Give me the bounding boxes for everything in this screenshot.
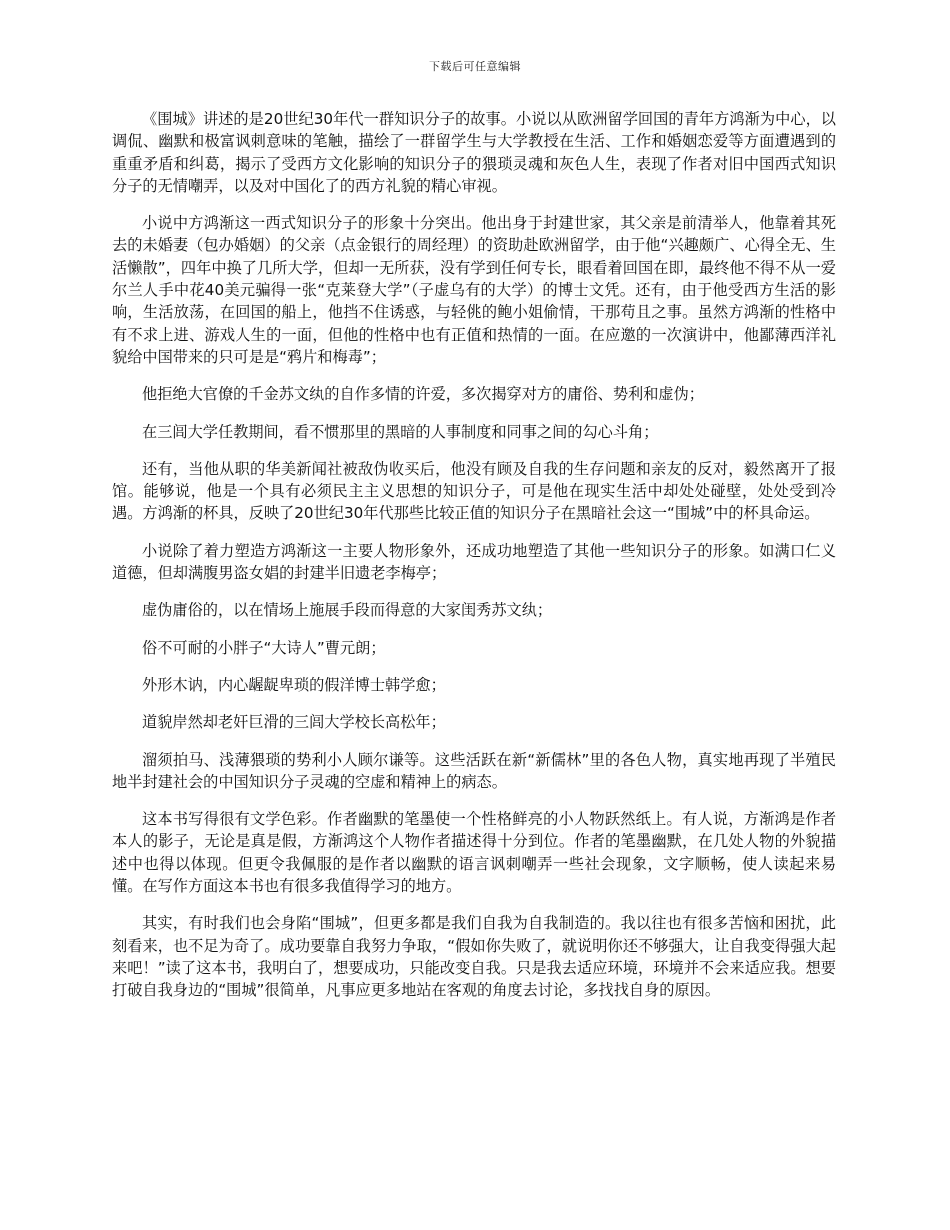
paragraph-cao-yuanlang: 俗不可耐的小胖子“大诗人”曹元朗； [142,638,386,657]
paragraph-literary-style: 这本书写得很有文学色彩。作者幽默的笔墨使一个性格鲜亮的小人物跃然纸上。有人说，方渐鸿是作者本人的影子，无论是真是假，方渐鸿这个人物作者描述得十分到位。作者的笔墨幽默，在几处人物的外貌描述中也得以体现。但更令我佩服的是作者以幽默的语言讽刺嘲弄一些社会现象，文字顺畅，使人读起来易懂。在写作方面这本书也有很多我值得学习的地方。 [112,810,836,896]
paragraph-gao-songnian: 道貌岸然却老奸巨滑的三闾大学校长高松年； [142,713,446,732]
paragraph-gu-erqian: 溜须拍马、浅薄猥琐的势利小人顾尔谦等。这些活跃在新“新儒林”里的各色人物，真实地再现了半殖民地半封建社会的中国知识分子灵魂的空虚和精神上的病态。 [112,750,836,791]
paragraph-refuses-su-wenwan: 他拒绝大官僚的千金苏文纨的自作多情的许爱，多次揭穿对方的庸俗、势利和虚伪； [142,385,704,404]
article-body [112,108,836,1017]
paragraph-reflection: 其实，有时我们也会身陷“围城”，但更多都是我们自我为自我制造的。我以往也有很多苦恼和困扰，此刻看来，也不足为奇了。成功要靠自我努力争取，“假如你失败了，就说明你还不够强大，让自我变得强大起来吧！”读了这本书，我明白了，想要成功，只能改变自我。只是我去适应环境，环境并不会来适应我。想要打破自我身边的“围城”很简单，凡事应更多地站在客观的角度去讨论，多找找自身的原因。 [112,914,836,1000]
paragraph-han-xueyu: 外形木讷，内心龌龊卑琐的假洋博士韩学愈； [142,675,446,694]
paragraph-su-wenwan: 虚伪庸俗的，以在情场上施展手段而得意的大家闺秀苏文纨； [142,601,553,620]
paragraph-fang-hongjian: 小说中方鸿渐这一西式知识分子的形象十分突出。他出身于封建世家，其父亲是前清举人，他靠着其死去的未婚妻（包办婚姻）的父亲（点金银行的周经理）的资助赴欧洲留学，由于他“兴趣颇广、心得全无、生活懒散”，四年中换了几所大学，但却一无所获，没有学到任何专长，眼看着回国在即，最终他不得不从一爱尔兰人手中花40美元骗得一张“克莱登大学”（子虚乌有的大学）的博士文凭。还有，由于他受西方生活的影响，生活放荡，在回国的船上，他挡不住诱惑，与轻佻的鲍小姐偷情，干那苟且之事。虽然方鸿渐的性格中有不求上进、游戏人生的一面，但他的性格中也有正值和热情的一面。在应邀的一次演讲中，他鄙薄西洋礼貌给中国带来的只可是是“鸦片和梅毒”； [112,214,836,366]
page-header-note: 下载后可任意编辑 [429,60,521,73]
paragraph-other-characters: 小说除了着力塑造方鸿渐这一主要人物形象外，还成功地塑造了其他一些知识分子的形象。如满口仁义道德，但却满腹男盗女娼的封建半旧遗老李梅亭； [112,541,836,583]
paragraph-sanlu-university: 在三闾大学任教期间，看不惯那里的黑暗的人事制度和同事之间的勾心斗角； [142,422,659,441]
paragraph-intro: 《围城》讲述的是20世纪30年代一群知识分子的故事。小说以从欧洲留学回国的青年方鸿渐为中心，以调侃、幽默和极富讽刺意味的笔触，描绘了一群留学生与大学教授在生活、工作和婚姻恋爱等方面遭遇到的重重矛盾和纠葛，揭示了受西方文化影响的知识分子的猥琐灵魂和灰色人生，表现了作者对旧中国西式知识分子的无情嘲弄，以及对中国化了的西方礼貌的精心审视。 [112,110,836,195]
paragraph-news-agency: 还有，当他从职的华美新闻社被敌伪收买后，他没有顾及自我的生存问题和亲友的反对，毅然离开了报馆。能够说，他是一个具有必须民主主义思想的知识分子，可是他在现实生活中却处处碰壁，处处受到冷遇。方鸿渐的杯具，反映了20世纪30年代那些比较正值的知识分子在黑暗社会这一“围城”中的杯具命运。 [112,459,836,523]
